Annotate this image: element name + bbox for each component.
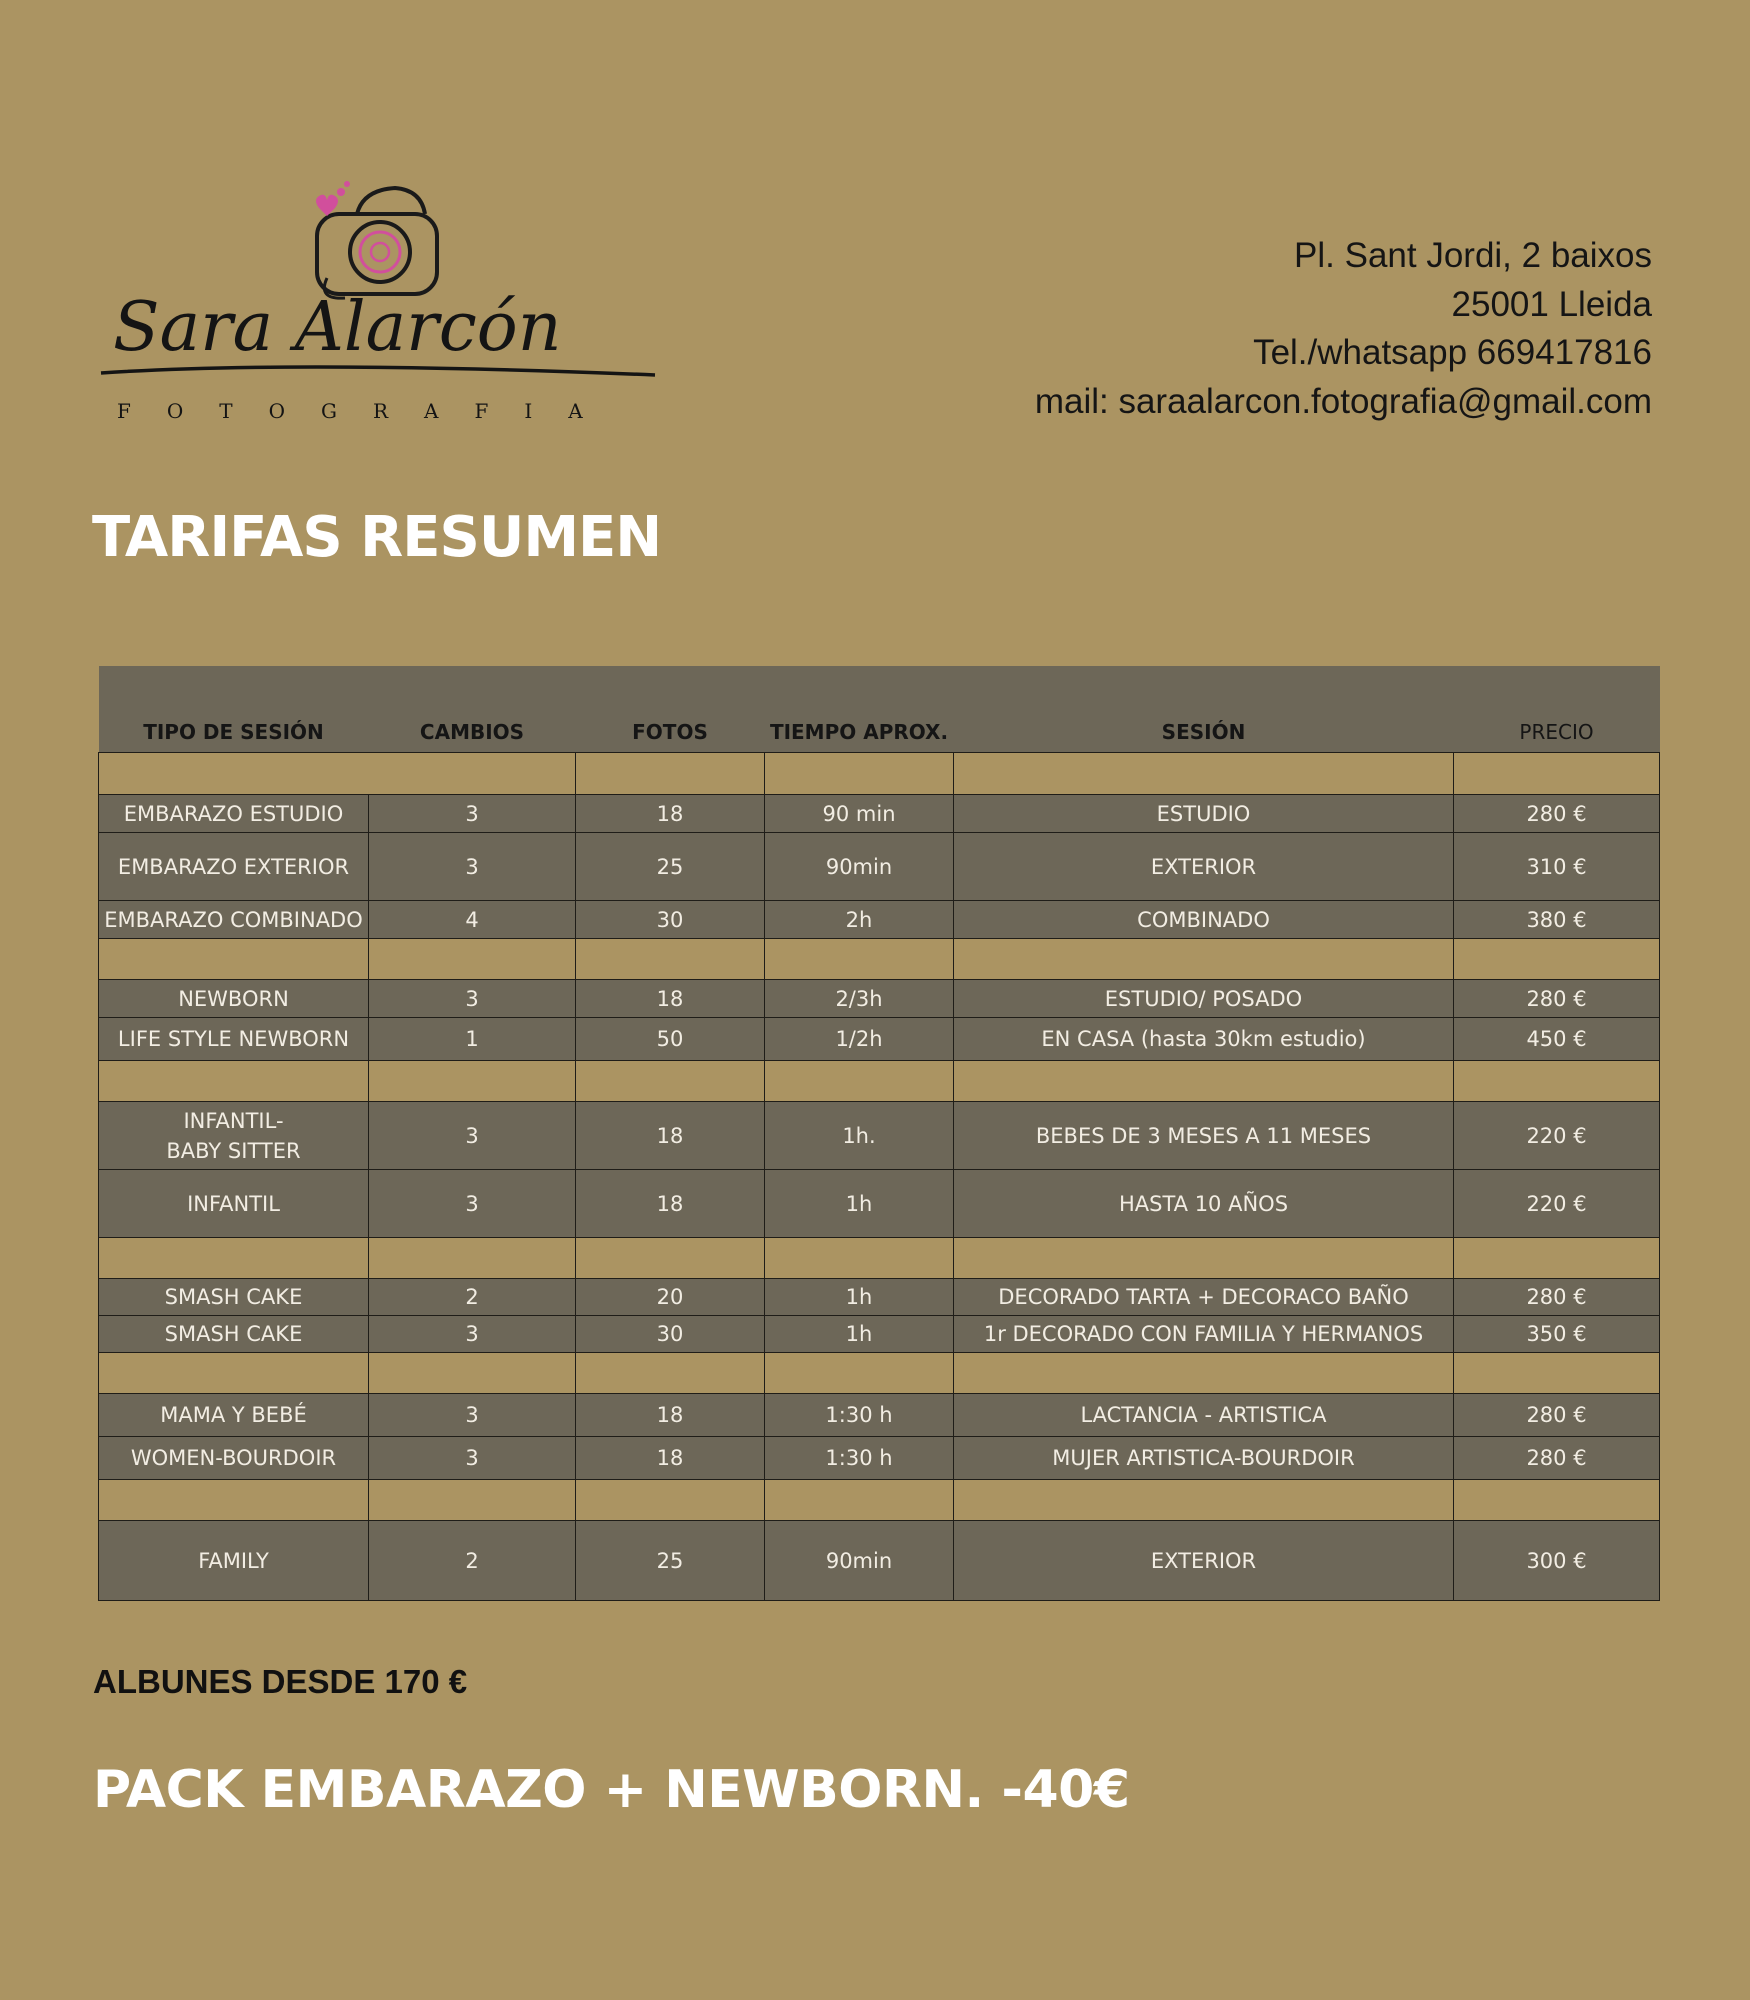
cell-tipo: NEWBORN — [99, 980, 369, 1018]
brand-subtitle: FOTOGRAFIA — [117, 399, 619, 423]
cell-tipo: SMASH CAKE — [99, 1279, 369, 1316]
cell-fotos: 18 — [576, 980, 765, 1018]
cell-fotos: 25 — [576, 833, 765, 901]
cell-tiempo: 1h — [765, 1279, 954, 1316]
spacer-row — [99, 1353, 1660, 1394]
cell-fotos: 20 — [576, 1279, 765, 1316]
contact-block — [852, 232, 1652, 426]
header-tiempo: TIEMPO APROX. — [765, 666, 954, 753]
spacer-row — [99, 1061, 1660, 1102]
cell-sesion: COMBINADO — [954, 901, 1454, 939]
spacer-row — [99, 939, 1660, 980]
page-title: TARIFAS RESUMEN — [92, 505, 662, 570]
cell-cambios: 3 — [369, 795, 576, 833]
cell-precio: 450 € — [1454, 1018, 1660, 1061]
table-row — [99, 1316, 1660, 1353]
cell-tipo: EMBARAZO COMBINADO — [99, 901, 369, 939]
header-cambios: CAMBIOS — [369, 666, 576, 753]
table-row — [99, 901, 1660, 939]
cell-precio: 280 € — [1454, 980, 1660, 1018]
cell-tipo: WOMEN-BOURDOIR — [99, 1437, 369, 1480]
cell-precio: 280 € — [1454, 1394, 1660, 1437]
cell-precio: 380 € — [1454, 901, 1660, 939]
cell-fotos: 50 — [576, 1018, 765, 1061]
cell-precio: 310 € — [1454, 833, 1660, 901]
cell-precio: 280 € — [1454, 1279, 1660, 1316]
cell-tiempo: 1:30 h — [765, 1437, 954, 1480]
table-row — [99, 1102, 1660, 1170]
cell-tiempo: 90min — [765, 1521, 954, 1601]
table-row — [99, 833, 1660, 901]
cell-tipo: FAMILY — [99, 1521, 369, 1601]
cell-precio: 280 € — [1454, 795, 1660, 833]
cell-tiempo: 1h — [765, 1170, 954, 1238]
cell-cambios: 3 — [369, 1394, 576, 1437]
brand-logo — [95, 180, 670, 430]
cell-tiempo: 90min — [765, 833, 954, 901]
cell-cambios: 3 — [369, 1102, 576, 1170]
cell-sesion: HASTA 10 AÑOS — [954, 1170, 1454, 1238]
cell-cambios: 3 — [369, 980, 576, 1018]
table-row — [99, 1018, 1660, 1061]
spacer-row — [99, 1480, 1660, 1521]
cell-tiempo: 1h. — [765, 1102, 954, 1170]
contact-email: mail: saraalarcon.fotografia@gmail.com — [1034, 381, 1652, 421]
header-precio: PRECIO — [1454, 666, 1660, 753]
cell-fotos: 18 — [576, 1437, 765, 1480]
cell-tipo: EMBARAZO EXTERIOR — [99, 833, 369, 901]
cell-precio: 350 € — [1454, 1316, 1660, 1353]
table-row — [99, 1394, 1660, 1437]
contact-address: Pl. Sant Jordi, 2 baixos — [1294, 236, 1652, 275]
table-row — [99, 1170, 1660, 1238]
cell-cambios: 3 — [369, 833, 576, 901]
cell-cambios: 3 — [369, 1170, 576, 1238]
cell-sesion: EXTERIOR — [954, 833, 1454, 901]
cell-cambios: 3 — [369, 1437, 576, 1480]
contact-city: 25001 Lleida — [1451, 284, 1652, 324]
table-row — [99, 1437, 1660, 1480]
cell-tiempo: 1/2h — [765, 1018, 954, 1061]
header-fotos: FOTOS — [576, 666, 765, 753]
spacer-row — [99, 753, 1660, 795]
cell-tipo: INFANTIL — [99, 1170, 369, 1238]
cell-sesion: MUJER ARTISTICA-BOURDOIR — [954, 1437, 1454, 1480]
rates-table — [98, 666, 1660, 1601]
cell-fotos: 18 — [576, 795, 765, 833]
pack-offer: PACK EMBARAZO + NEWBORN. -40€ — [93, 1760, 1130, 1820]
cell-precio: 300 € — [1454, 1521, 1660, 1601]
spacer-row — [99, 1238, 1660, 1279]
cell-fotos: 18 — [576, 1102, 765, 1170]
cell-precio: 220 € — [1454, 1102, 1660, 1170]
cell-sesion: DECORADO TARTA + DECORACO BAÑO — [954, 1279, 1454, 1316]
table-header-row — [99, 666, 1660, 753]
cell-fotos: 30 — [576, 1316, 765, 1353]
cell-tiempo: 2/3h — [765, 980, 954, 1018]
cell-fotos: 18 — [576, 1394, 765, 1437]
brand-name: Sara Alarcón — [113, 288, 562, 367]
cell-sesion: BEBES DE 3 MESES A 11 MESES — [954, 1102, 1454, 1170]
cell-tipo: MAMA Y BEBÉ — [99, 1394, 369, 1437]
cell-cambios: 3 — [369, 1316, 576, 1353]
cell-cambios: 2 — [369, 1521, 576, 1601]
contact-phone: Tel./whatsapp 669417816 — [1253, 333, 1652, 372]
table-row — [99, 1279, 1660, 1316]
cell-sesion: EN CASA (hasta 30km estudio) — [954, 1018, 1454, 1061]
table-row — [99, 1521, 1660, 1601]
cell-sesion: EXTERIOR — [954, 1521, 1454, 1601]
cell-fotos: 30 — [576, 901, 765, 939]
cell-sesion: ESTUDIO/ POSADO — [954, 980, 1454, 1018]
cell-fotos: 18 — [576, 1170, 765, 1238]
cell-sesion: 1r DECORADO CON FAMILIA Y HERMANOS — [954, 1316, 1454, 1353]
cell-tiempo: 1h — [765, 1316, 954, 1353]
cell-tipo: LIFE STYLE NEWBORN — [99, 1018, 369, 1061]
cell-tipo-line2: BABY SITTER — [166, 1138, 301, 1163]
cell-tiempo: 90 min — [765, 795, 954, 833]
cell-tiempo: 1:30 h — [765, 1394, 954, 1437]
cell-tiempo: 2h — [765, 901, 954, 939]
cell-sesion: ESTUDIO — [954, 795, 1454, 833]
table-row — [99, 795, 1660, 833]
cell-tipo: EMBARAZO ESTUDIO — [99, 795, 369, 833]
header-tipo: TIPO DE SESIÓN — [99, 666, 369, 753]
cell-precio: 280 € — [1454, 1437, 1660, 1480]
cell-fotos: 25 — [576, 1521, 765, 1601]
cell-tipo — [99, 1102, 369, 1170]
camera-icon — [95, 180, 670, 430]
cell-tipo: SMASH CAKE — [99, 1316, 369, 1353]
cell-sesion: LACTANCIA - ARTISTICA — [954, 1394, 1454, 1437]
cell-cambios: 4 — [369, 901, 576, 939]
cell-cambios: 1 — [369, 1018, 576, 1061]
cell-cambios: 2 — [369, 1279, 576, 1316]
albums-note: ALBUNES DESDE 170 € — [93, 1663, 468, 1700]
cell-precio: 220 € — [1454, 1170, 1660, 1238]
cell-tipo-line1: INFANTIL- — [183, 1108, 284, 1133]
header-sesion: SESIÓN — [954, 666, 1454, 753]
table-row — [99, 980, 1660, 1018]
